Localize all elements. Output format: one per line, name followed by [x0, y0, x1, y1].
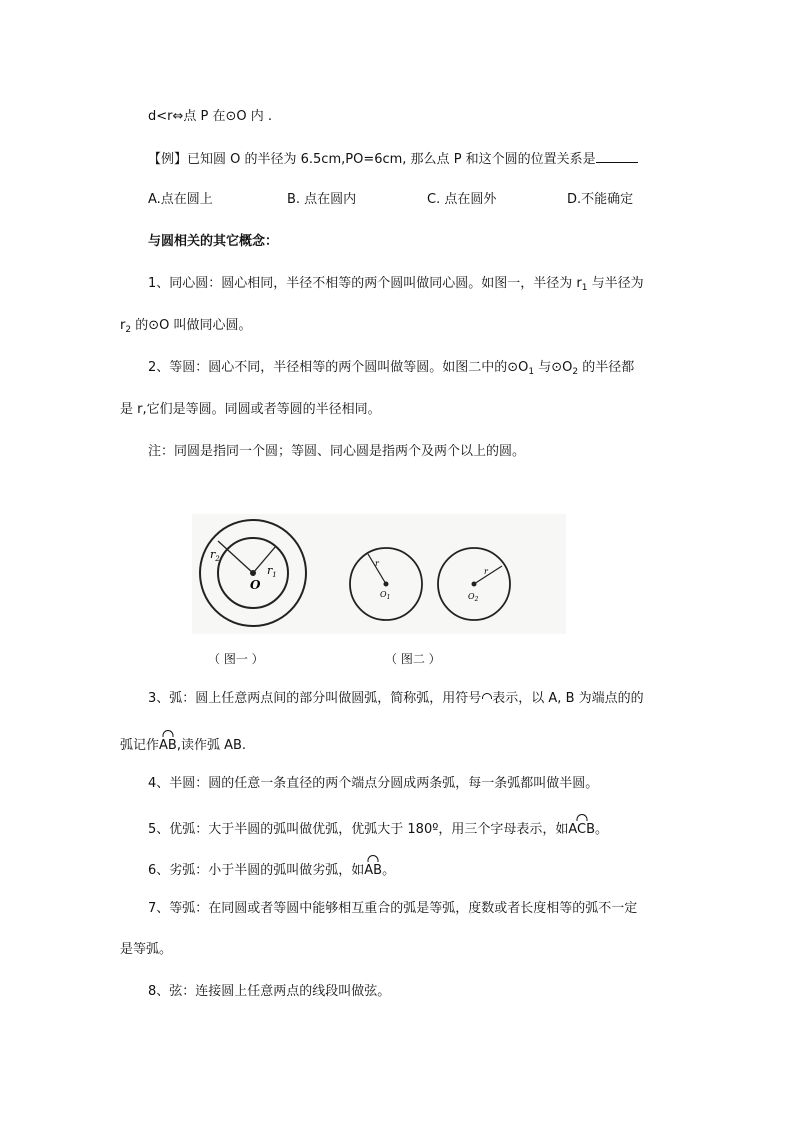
option-c: C. 点在圆外 [427, 192, 497, 207]
p1b-tail: 的⊙O 叫做同心圆。 [131, 318, 252, 333]
label-o2: $O_2$ [468, 592, 479, 603]
p1b-pre: r [120, 318, 126, 333]
p6-pre: 6、劣弧：小于半圆的弧叫做劣弧，如 [148, 863, 365, 878]
arc-ab: AB [159, 738, 177, 753]
p3b-pre: 弧记作 [120, 738, 160, 753]
center-point [251, 571, 255, 575]
figures-svg [192, 514, 566, 634]
option-a: A.点在圆上 [148, 192, 213, 207]
arc-definition-line2 [120, 737, 246, 755]
caption-figure-two: （ 图二 ） [385, 652, 441, 666]
note: 注：同圆是指同一个圆；等圆、同心圆是指两个及两个以上的圆。 [148, 444, 526, 459]
example-text: 【例】已知圆 O 的半径为 6.5cm,PO=6cm, 那么点 P 和这个圆的位置关系是 [148, 152, 596, 167]
p2a-mid: 与⊙O [534, 360, 573, 375]
p6-post: 。 [382, 863, 396, 878]
arc-definition-line1 [148, 690, 644, 708]
minor-arc-definition [148, 862, 395, 880]
semicircle-definition: 4、半圆：圆的任意一条直径的两个端点分圆成两条弧，每一条弧都叫做半圆。 [148, 776, 599, 791]
concentric-definition-line1 [148, 275, 644, 293]
p3b-post: ,读作弧 AB. [176, 738, 247, 753]
r2-subscript: 2 [125, 325, 132, 335]
answer-blank [596, 149, 638, 163]
label-r1: $r_1$ [267, 564, 277, 579]
equal-circle-definition-line2: 是 r,它们是等圆。同圆或者等圆的半径相同。 [120, 402, 381, 417]
concentric-definition-line2 [120, 317, 251, 335]
equal-arc-definition-line2: 是等弧。 [120, 942, 173, 957]
option-d: D.不能确定 [567, 192, 634, 207]
option-b: B. 点在圆内 [287, 192, 357, 207]
label-o: O [250, 578, 261, 592]
equal-arc-definition-line1: 7、等弧：在同圆或者等圆中能够相互重合的弧是等弧，度数或者长度相等的弧不一定 [148, 901, 638, 916]
p1a-tail: 与半径为 [587, 276, 644, 291]
p2a-text: 2、等圆：圆心不同，半径相等的两个圆叫做等圆。如图二中的⊙O [148, 360, 529, 375]
arc-ab-minor: AB [364, 863, 383, 878]
p3a-pre: 3、弧：圆上任意两点间的部分叫做圆弧，简称弧，用符号 [148, 691, 482, 706]
label-r2: $r_2$ [210, 548, 220, 563]
arc-acb: ACB [568, 822, 596, 837]
arc-symbol-icon [481, 694, 492, 702]
center-o1 [384, 582, 387, 585]
p2a-tail: 的半径都 [578, 360, 635, 375]
p5-post: 。 [595, 822, 609, 837]
o2-subscript: 2 [572, 367, 579, 377]
r1-subscript: 1 [581, 283, 588, 293]
o1-subscript: 1 [528, 367, 535, 377]
line-d-lt-r: d<r⇔点 P 在⊙O 内 . [148, 109, 273, 124]
label-r-right: r [484, 567, 488, 576]
p1a-text: 1、同心圆：圆心相同，半径不相等的两个圆叫做同心圆。如图一，半径为 r [148, 276, 582, 291]
chord-definition: 8、弦：连接圆上任意两点的线段叫做弦。 [148, 984, 391, 999]
major-arc-definition [148, 821, 608, 839]
caption-figure-one: （ 图一 ） [208, 652, 264, 666]
section-heading: 与圆相关的其它概念： [148, 234, 279, 249]
equal-circle-definition-line1 [148, 359, 634, 377]
label-r-left: r [375, 559, 379, 568]
label-o1: $O_1$ [380, 590, 391, 601]
example-question [148, 149, 638, 169]
center-o2 [472, 582, 475, 585]
p5-pre: 5、优弧：大于半圆的弧叫做优弧，优弧大于 180º，用三个字母表示，如 [148, 822, 569, 837]
p3a-post: 表示，以 A, B 为端点的的 [492, 691, 644, 706]
circle-figures [192, 514, 566, 634]
